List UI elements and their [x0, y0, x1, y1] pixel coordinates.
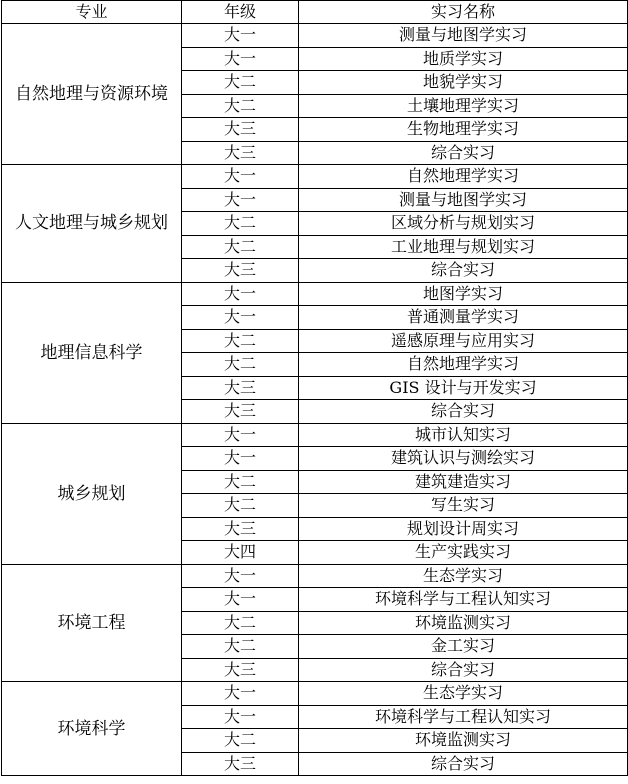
- table-body: [2, 24, 628, 776]
- major-cell: 城乡规划: [2, 423, 182, 564]
- internship-name-cell: 建筑建造实习: [299, 470, 628, 494]
- major-cell: 人文地理与城乡规划: [2, 165, 182, 283]
- internship-name-cell: 自然地理学实习: [299, 353, 628, 377]
- header-row: [2, 1, 628, 24]
- internship-name-cell: 生物地理学实习: [299, 118, 628, 142]
- grade-cell: 大三: [182, 259, 299, 283]
- internship-name-cell: 综合实习: [299, 400, 628, 424]
- grade-cell: 大二: [182, 94, 299, 118]
- major-cell: 地理信息科学: [2, 282, 182, 423]
- internship-name-cell: 测量与地图学实习: [299, 24, 628, 48]
- grade-cell: 大二: [182, 235, 299, 259]
- internship-name-cell: 综合实习: [299, 141, 628, 165]
- internship-name-cell: 测量与地图学实习: [299, 188, 628, 212]
- grade-cell: 大一: [182, 282, 299, 306]
- table-row: [2, 165, 628, 189]
- internship-table: [1, 0, 628, 776]
- internship-name-cell: 综合实习: [299, 658, 628, 682]
- internship-name-cell: 土壤地理学实习: [299, 94, 628, 118]
- grade-cell: 大三: [182, 376, 299, 400]
- table-row: [2, 423, 628, 447]
- internship-name-cell: 环境监测实习: [299, 729, 628, 753]
- grade-cell: 大二: [182, 71, 299, 95]
- internship-name-cell: GIS 设计与开发实习: [299, 376, 628, 400]
- internship-name-cell: 综合实习: [299, 259, 628, 283]
- grade-cell: 大三: [182, 658, 299, 682]
- grade-cell: 大一: [182, 705, 299, 729]
- internship-name-cell: 生态学实习: [299, 682, 628, 706]
- grade-cell: 大三: [182, 752, 299, 776]
- table-row: [2, 24, 628, 48]
- internship-name-cell: 普通测量学实习: [299, 306, 628, 330]
- grade-cell: 大一: [182, 564, 299, 588]
- grade-cell: 大二: [182, 212, 299, 236]
- header-internship-name: 实习名称: [299, 1, 628, 24]
- internship-name-cell: 生态学实习: [299, 564, 628, 588]
- internship-name-cell: 区域分析与规划实习: [299, 212, 628, 236]
- internship-name-cell: 遥感原理与应用实习: [299, 329, 628, 353]
- grade-cell: 大一: [182, 165, 299, 189]
- internship-name-cell: 规划设计周实习: [299, 517, 628, 541]
- internship-name-cell: 地图学实习: [299, 282, 628, 306]
- internship-name-cell: 建筑认识与测绘实习: [299, 447, 628, 471]
- grade-cell: 大三: [182, 400, 299, 424]
- grade-cell: 大二: [182, 329, 299, 353]
- table-row: [2, 564, 628, 588]
- grade-cell: 大二: [182, 635, 299, 659]
- internship-name-cell: 环境科学与工程认知实习: [299, 705, 628, 729]
- major-cell: 环境工程: [2, 564, 182, 682]
- grade-cell: 大一: [182, 447, 299, 471]
- internship-name-cell: 环境监测实习: [299, 611, 628, 635]
- table-row: [2, 282, 628, 306]
- internship-name-cell: 城市认知实习: [299, 423, 628, 447]
- grade-cell: 大一: [182, 24, 299, 48]
- grade-cell: 大一: [182, 423, 299, 447]
- internship-name-cell: 环境科学与工程认知实习: [299, 588, 628, 612]
- table-row: [2, 682, 628, 706]
- major-cell: 环境科学: [2, 682, 182, 776]
- internship-name-cell: 地质学实习: [299, 47, 628, 71]
- internship-name-cell: 写生实习: [299, 494, 628, 518]
- grade-cell: 大三: [182, 517, 299, 541]
- internship-name-cell: 金工实习: [299, 635, 628, 659]
- grade-cell: 大一: [182, 188, 299, 212]
- internship-name-cell: 工业地理与规划实习: [299, 235, 628, 259]
- internship-name-cell: 自然地理学实习: [299, 165, 628, 189]
- grade-cell: 大一: [182, 306, 299, 330]
- grade-cell: 大一: [182, 588, 299, 612]
- grade-cell: 大一: [182, 47, 299, 71]
- major-cell: 自然地理与资源环境: [2, 24, 182, 165]
- grade-cell: 大二: [182, 729, 299, 753]
- internship-name-cell: 生产实践实习: [299, 541, 628, 565]
- header-grade: 年级: [182, 1, 299, 24]
- grade-cell: 大一: [182, 682, 299, 706]
- grade-cell: 大二: [182, 470, 299, 494]
- internship-name-cell: 综合实习: [299, 752, 628, 776]
- grade-cell: 大三: [182, 118, 299, 142]
- grade-cell: 大三: [182, 141, 299, 165]
- header-major: 专业: [2, 1, 182, 24]
- grade-cell: 大二: [182, 494, 299, 518]
- grade-cell: 大四: [182, 541, 299, 565]
- grade-cell: 大二: [182, 353, 299, 377]
- grade-cell: 大二: [182, 611, 299, 635]
- internship-name-cell: 地貌学实习: [299, 71, 628, 95]
